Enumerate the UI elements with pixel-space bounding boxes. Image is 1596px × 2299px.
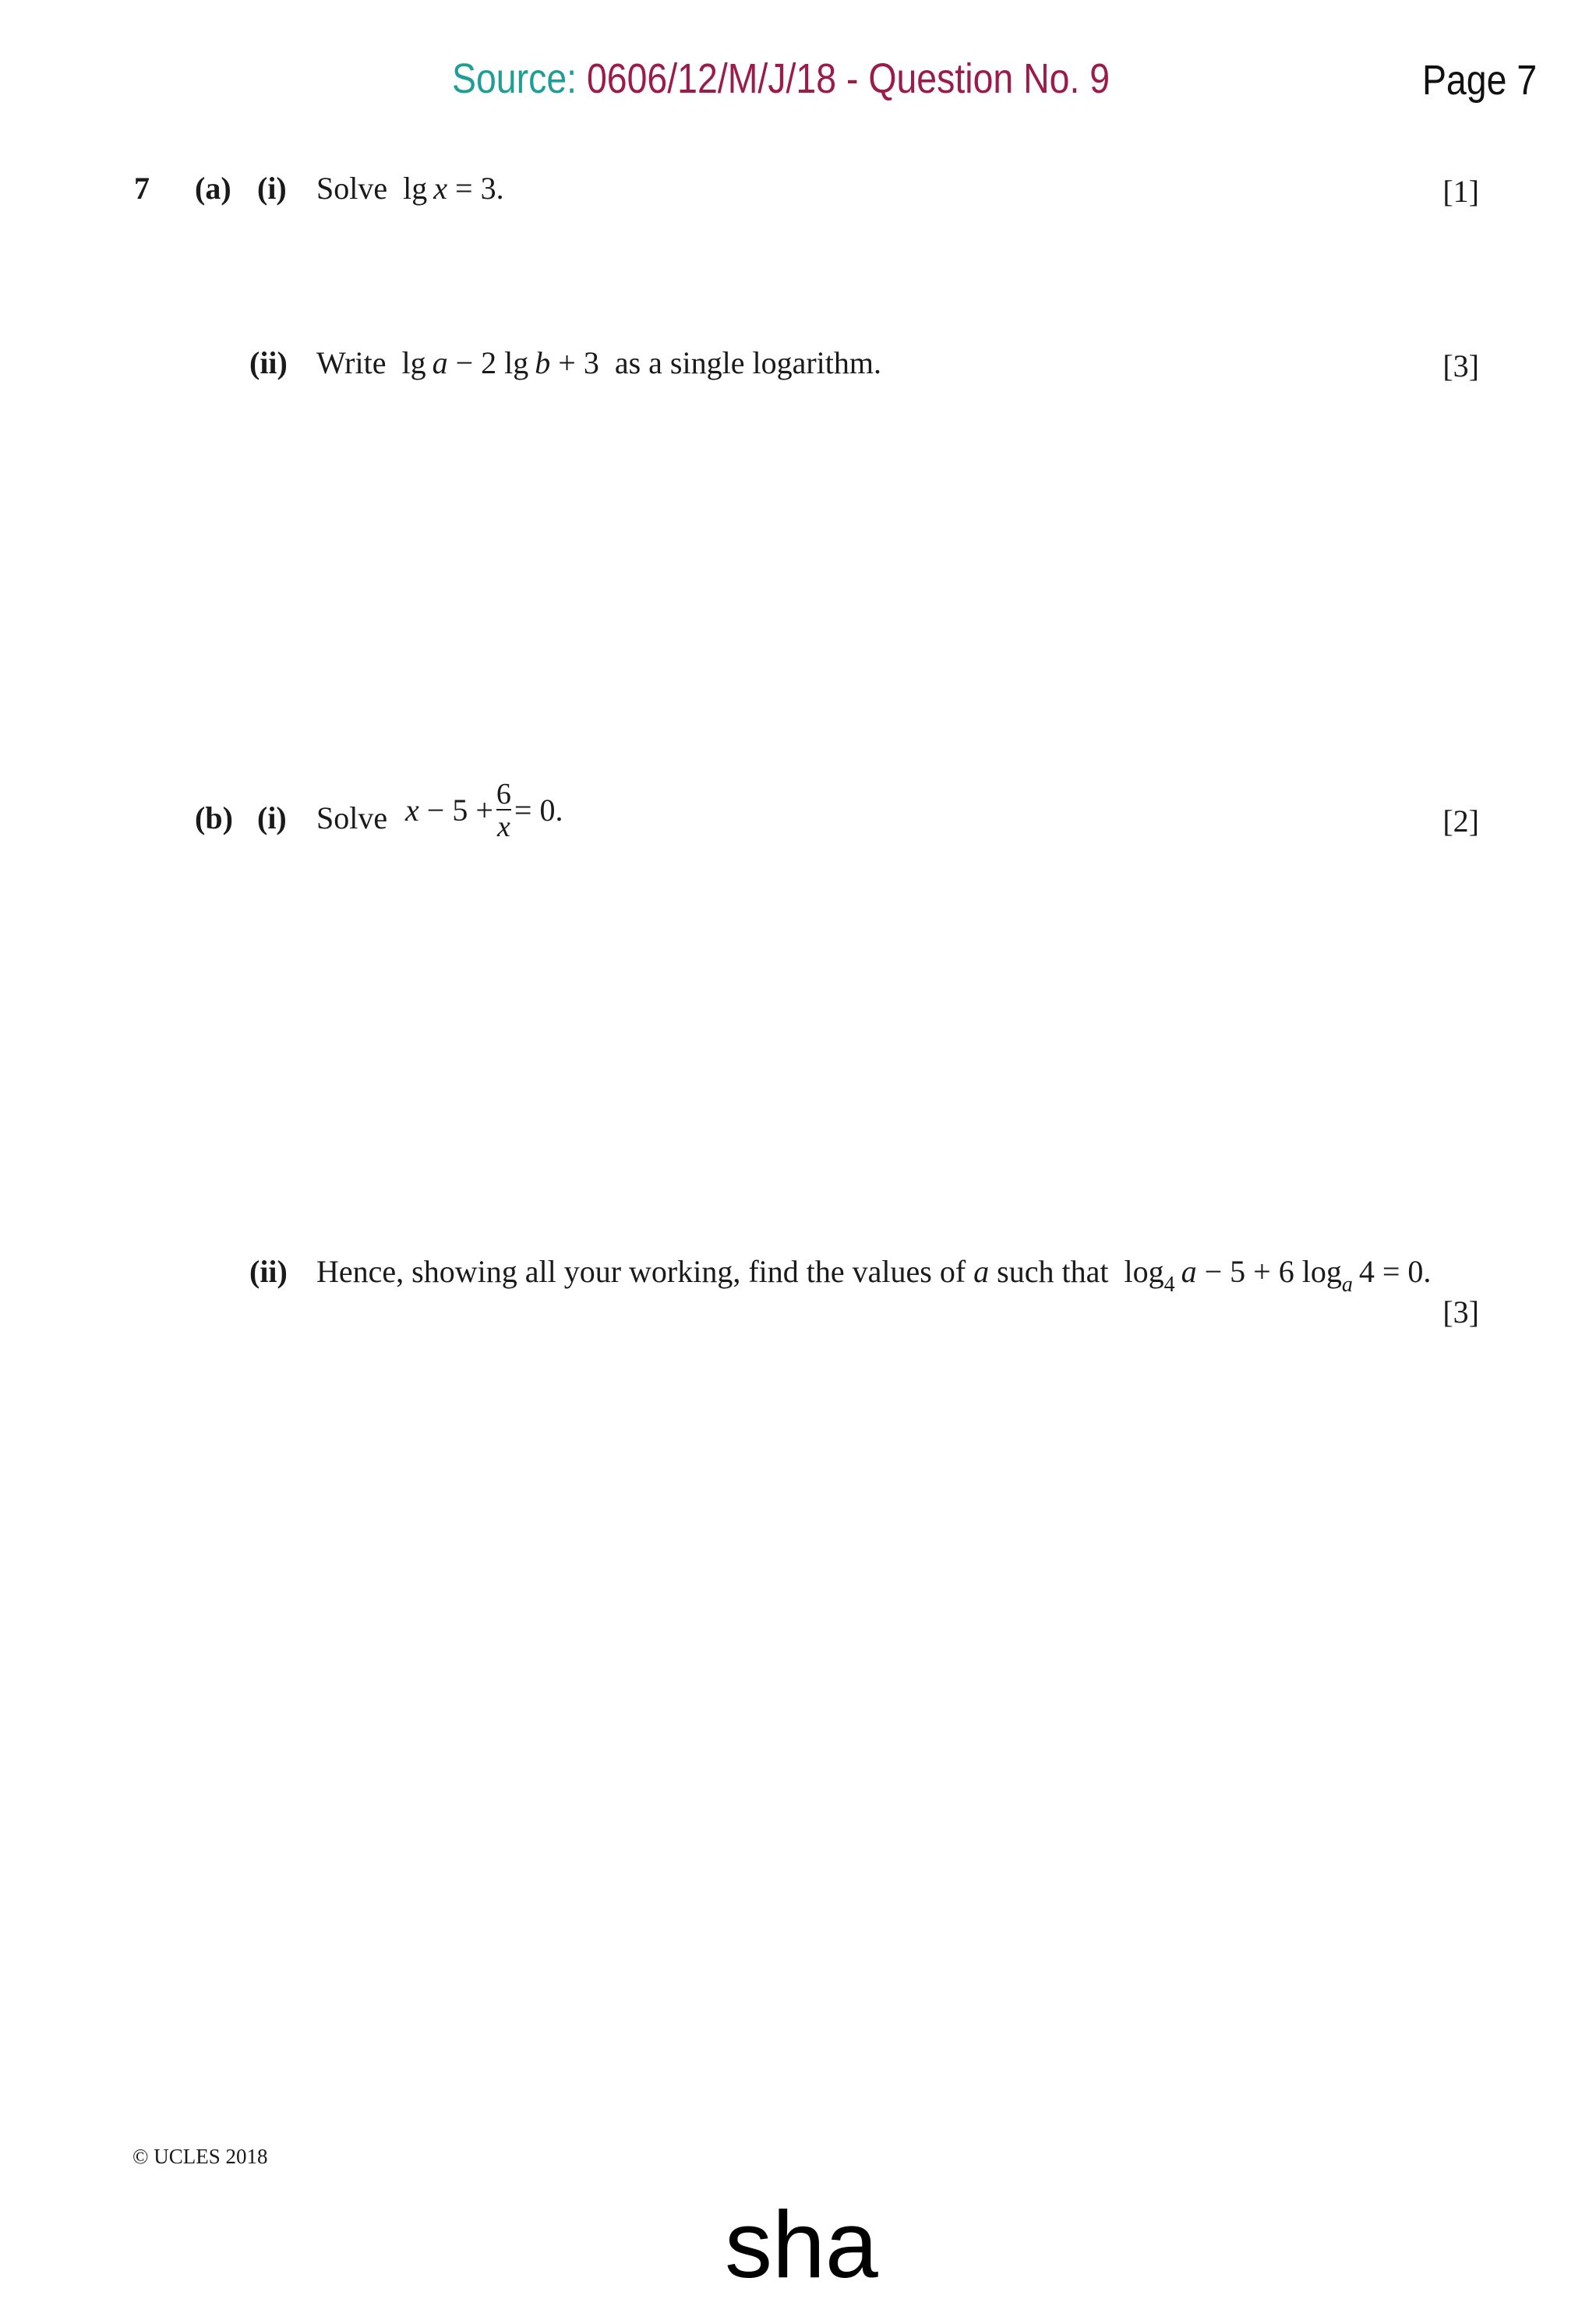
- part-b-i-label: (i): [257, 800, 287, 835]
- fraction-numerator: 6: [496, 778, 511, 810]
- part-a-i-var: x: [433, 171, 448, 206]
- question-number: 7: [134, 171, 150, 206]
- part-b-ii-mid: − 5 + 6 log: [1204, 1254, 1342, 1289]
- part-b-i-fraction: [496, 779, 511, 842]
- part-b-ii-text: [316, 1254, 1432, 1297]
- copyright-notice: © UCLES 2018: [132, 2145, 268, 2168]
- source-label: Source:: [452, 55, 587, 102]
- part-b-ii-end: 4 = 0.: [1358, 1254, 1432, 1289]
- part-b-i-equation: [405, 778, 563, 845]
- part-b-i-var-x: x: [405, 793, 419, 828]
- part-a-i-marks: [1]: [1442, 174, 1479, 209]
- part-b-i-mid: − 5 +: [426, 793, 493, 828]
- part-b-i-verb: Solve: [316, 800, 388, 835]
- part-b-ii-intro: Hence, showing all your working, find the values of: [316, 1254, 966, 1289]
- part-b-ii-log1: log: [1124, 1254, 1164, 1289]
- source-value: 0606/12/M/J/18 - Question No. 9: [586, 55, 1110, 102]
- part-a-i-rhs: = 3.: [455, 171, 504, 206]
- part-a-i-lg: lg: [403, 171, 428, 206]
- part-a-i-label: (i): [257, 171, 287, 206]
- page-number: Page 7: [1421, 57, 1537, 104]
- part-a-ii-var-b: b: [535, 345, 551, 380]
- part-a-ii-marks: [3]: [1442, 348, 1479, 383]
- part-a-i-text: [316, 173, 504, 204]
- part-b-ii-base2: a: [1341, 1273, 1353, 1297]
- part-a-i-verb: Solve: [316, 171, 388, 206]
- fraction-denominator: x: [496, 810, 510, 843]
- part-b-ii-label: (ii): [249, 1254, 288, 1289]
- part-b-ii-base1: 4: [1163, 1273, 1175, 1297]
- part-a-ii-var-a: a: [432, 345, 448, 380]
- part-a-ii-text: [316, 345, 881, 380]
- part-a-label: (a): [195, 171, 231, 206]
- source-reference: [452, 55, 1110, 103]
- part-a-ii-end: + 3: [558, 345, 599, 380]
- part-b-ii-marks: [3]: [1442, 1294, 1479, 1330]
- watermark-text: sha: [725, 2191, 878, 2297]
- part-a-ii-lg1: lg: [401, 345, 426, 380]
- part-b-ii-such-that: such that: [997, 1254, 1109, 1289]
- part-b-ii-var-a: a: [973, 1254, 990, 1289]
- part-b-i-marks: [2]: [1442, 803, 1479, 839]
- part-a-ii-label: (ii): [249, 345, 288, 380]
- part-b-label: (b): [195, 800, 233, 835]
- part-a-ii-mid: − 2 lg: [455, 345, 529, 380]
- part-a-ii-tail: as a single logarithm.: [614, 345, 881, 380]
- part-b-ii-var-a2: a: [1181, 1254, 1197, 1289]
- part-a-ii-verb: Write: [316, 345, 387, 380]
- part-b-i-rhs: = 0.: [514, 793, 563, 828]
